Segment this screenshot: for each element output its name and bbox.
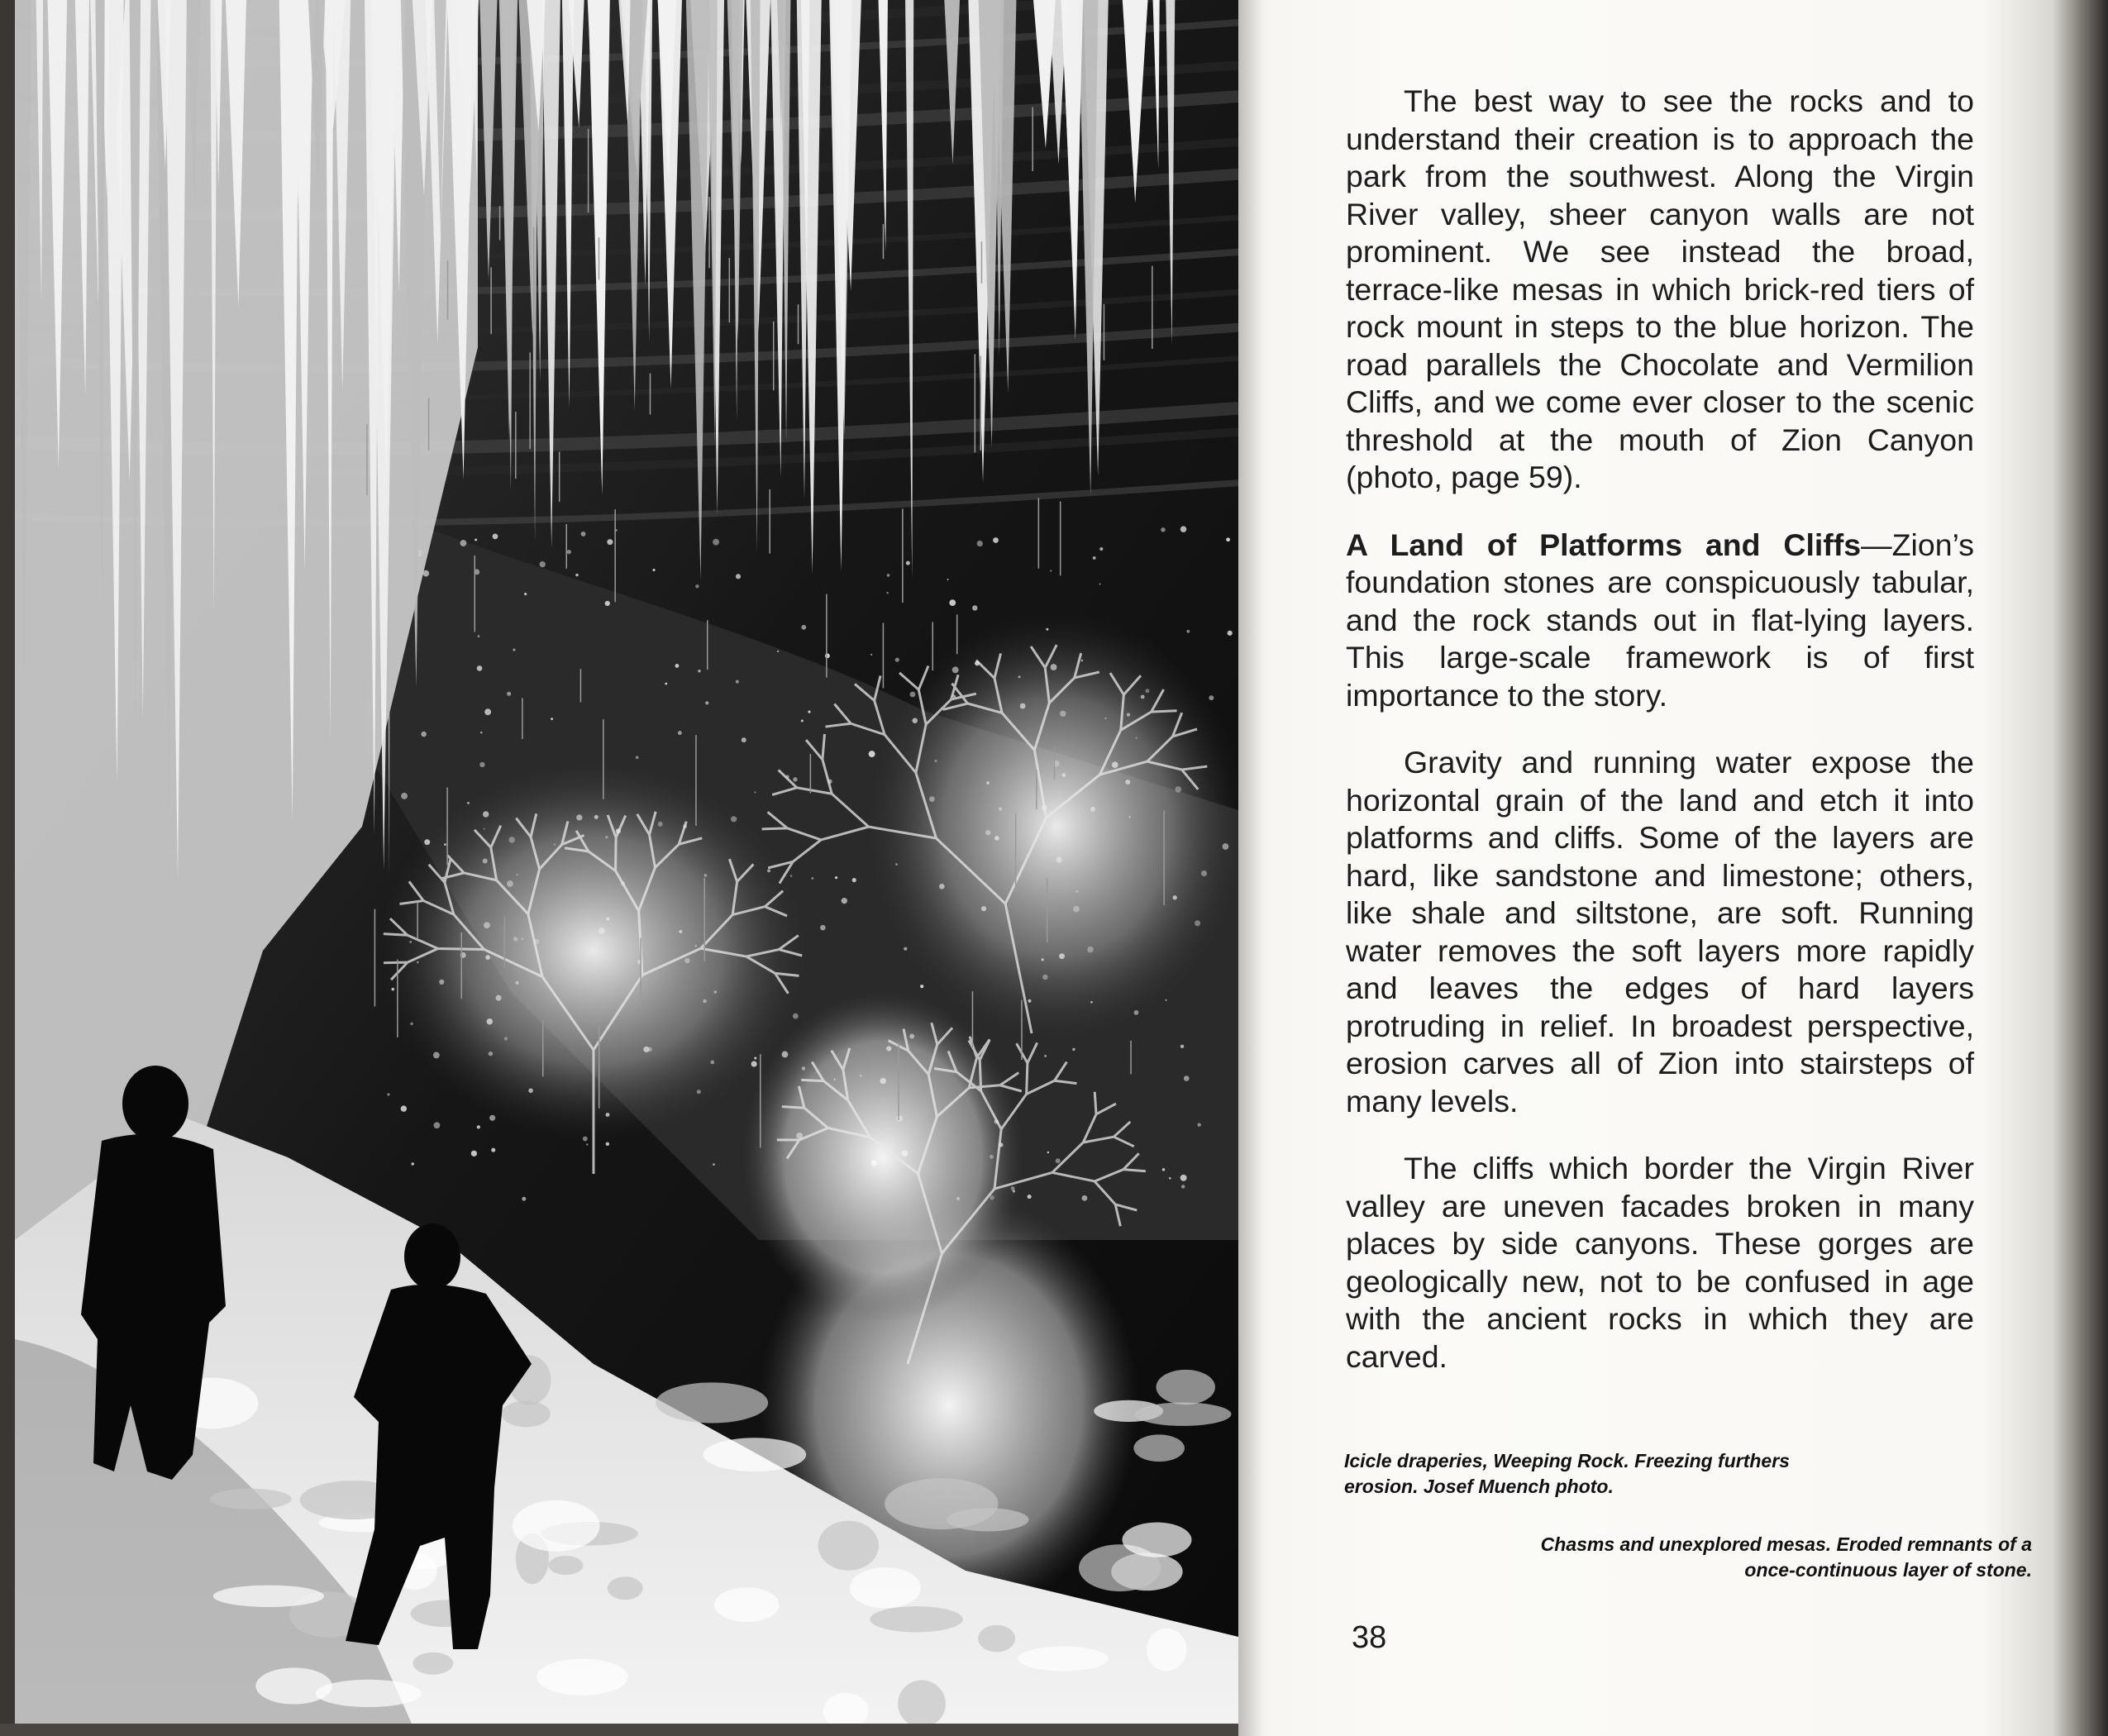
snow-speck [698, 670, 700, 672]
snow-speck [606, 1142, 609, 1146]
snow-speck [387, 1093, 389, 1095]
page-number: 38 [1352, 1620, 1387, 1655]
snow-speck [1050, 570, 1052, 571]
snow-speck [906, 561, 910, 565]
page-edge [0, 0, 15, 1736]
snow-speck [493, 533, 498, 539]
snow-lump [413, 1653, 453, 1675]
section-heading: A Land of Platforms and Cliffs [1346, 527, 1862, 562]
snow-speck [977, 541, 983, 546]
snow-speck [820, 925, 826, 931]
snow-lump [714, 1587, 780, 1622]
snow-speck [524, 593, 527, 595]
snow-speck [736, 574, 741, 579]
snow-speck [607, 539, 613, 545]
snow-lump [213, 1586, 324, 1607]
snow-speck [993, 537, 999, 543]
paragraph-approach: The best way to see the rocks and to understand their creation is to approach the park from the southwest. Along the Virgin River valley, sheer canyon walls are not prominent. We see instead the broad, terrace-like mesas in which brick-red tiers of rock mount in steps to the blue horizon. The road parallels the Chocolate and Vermilion Cliffs, and we come ever closer to the scenic threshold at the mouth of Zion Canyon (photo, page 59). [1346, 83, 1974, 494]
snow-speck [713, 539, 719, 546]
snow-speck [460, 540, 466, 546]
snow-speck [478, 635, 480, 637]
snow-lump [1133, 1434, 1185, 1462]
frosted-branch [616, 837, 617, 870]
body-text [1346, 83, 1974, 1405]
snow-speck [652, 569, 655, 571]
frosted-branch [782, 1107, 804, 1109]
snow-speck [484, 708, 491, 715]
snow-lump [1157, 1370, 1215, 1405]
frosted-branch [1095, 1092, 1096, 1114]
snow-speck [801, 720, 804, 723]
snow-speck [713, 1163, 715, 1166]
page-gutter [1238, 0, 1263, 1736]
snow-speck [1099, 584, 1101, 585]
snow-speck [1186, 630, 1190, 633]
snow-speck [1162, 1168, 1165, 1171]
snow-speck [852, 878, 856, 882]
snow-lump [870, 1606, 963, 1632]
paragraph-erosion: Gravity and running water expose the horizontal grain of the land and etch it into platforms and cliffs. Some of the layers are hard, like sandstone and limestone; others, like shale and siltstone, are soft. Running water removes the soft layers more rapidly and leaves the edges of hard layers protruding in relief. In broadest perspective, erosion carves all of Zion into stairsteps of many levels. [1346, 745, 1974, 1118]
snow-speck [808, 711, 810, 713]
snow-speck [947, 579, 949, 580]
snow-lump [978, 1625, 1015, 1653]
paragraph-platforms [1346, 527, 1974, 715]
snow-speck [1072, 1048, 1075, 1051]
snow-lump [818, 1521, 879, 1571]
snow-speck [1226, 537, 1230, 541]
snow-speck [895, 657, 899, 661]
snow-speck [1047, 1152, 1050, 1154]
snow-speck [475, 539, 477, 541]
frosted-branch [762, 828, 788, 829]
snow-speck [513, 649, 515, 651]
frosted-branch [384, 934, 408, 936]
snow-lump [502, 1400, 551, 1427]
snow-speck [886, 592, 889, 594]
frosted-branch [384, 962, 408, 963]
snow-speck [695, 584, 699, 589]
snow-speck [605, 601, 610, 606]
snow-speck [1180, 1045, 1184, 1048]
photo-caption-facing: Chasms and unexplored mesas. Eroded remnants of a once-continuous layer of stone. [1540, 1533, 2032, 1581]
snow-speck [949, 599, 956, 606]
snow-speck [1093, 556, 1096, 560]
snow-speck [793, 777, 797, 781]
snow-speck [1180, 1175, 1187, 1181]
snow-speck [801, 625, 806, 630]
snow-speck [869, 751, 875, 757]
snow-speck [1099, 547, 1103, 551]
snow-lump [210, 1489, 292, 1509]
snow-speck [1197, 1123, 1201, 1127]
snow-lump [656, 1382, 768, 1423]
snow-speck [1028, 1195, 1032, 1199]
snow-speck [675, 664, 679, 668]
snow-speck [401, 1105, 407, 1111]
snow-lump [703, 1438, 807, 1471]
snow-speck [811, 877, 813, 880]
snow-speck [1228, 631, 1233, 636]
snow-speck [777, 651, 780, 653]
snow-speck [581, 532, 586, 537]
snow-speck [870, 654, 872, 656]
snow-lump [513, 1500, 600, 1552]
snow-speck [1169, 1177, 1171, 1180]
snow-speck [842, 898, 847, 904]
snow-speck [522, 1197, 526, 1201]
paragraph-cliffs: The cliffs which border the Virgin River valley are uneven facades broken in many places by side canyons. These gorges are geologically new, not to be confused in age with the ancient rocks in which they are carved. [1346, 1151, 1974, 1374]
snow-speck [1181, 1185, 1185, 1188]
snow-lump [316, 1680, 422, 1707]
icicle-photograph [15, 0, 1238, 1724]
snow-speck [480, 732, 482, 733]
snow-speck [507, 692, 511, 696]
snow-speck [1082, 1195, 1088, 1201]
snow-lump [608, 1576, 643, 1600]
snow-speck [1180, 526, 1187, 532]
snow-lump [549, 1556, 584, 1575]
snow-speck [825, 653, 830, 658]
snow-speck [1044, 1055, 1047, 1057]
page-bottom-edge [0, 1724, 1248, 1736]
snow-speck [1184, 1075, 1190, 1081]
snow-speck [705, 701, 708, 704]
snow-speck [540, 561, 546, 567]
snow-speck [755, 791, 756, 793]
snow-speck [636, 756, 639, 759]
snow-speck [477, 665, 483, 671]
snow-speck [411, 1162, 413, 1165]
frosted-branch [1027, 1063, 1028, 1095]
frosted-branch [1123, 1170, 1146, 1171]
snow-speck [551, 718, 553, 720]
snow-lump [1135, 1402, 1232, 1425]
frosted-branch [1152, 711, 1177, 712]
snow-speck [972, 605, 977, 610]
paragraph-platforms-body: —Zion’s foundation stones are conspicuously tabular, and the rock stands out in flat-lying layers. This large-scale framework is of first importance to the story. [1346, 527, 1974, 713]
snow-speck [575, 574, 578, 576]
text-page [1238, 0, 2108, 1736]
snow-speck [401, 793, 408, 799]
snow-speck [678, 731, 682, 735]
photo-caption-left: Icicle draperies, Weeping Rock. Freezing furthers erosion. Josef Muench photo. [1344, 1450, 1790, 1497]
snow-speck [421, 732, 427, 737]
snow-speck [1056, 1158, 1061, 1163]
snow-speck [665, 683, 667, 685]
photo-artwork [15, 0, 1238, 1724]
snow-lump [1147, 1629, 1186, 1671]
snow-speck [887, 574, 890, 577]
snow-speck [1161, 527, 1165, 532]
snow-speck [567, 550, 571, 554]
snow-speck [491, 1148, 495, 1152]
snow-speck [736, 680, 739, 684]
snow-speck [586, 1143, 588, 1145]
snow-lump [947, 1508, 1028, 1531]
snow-speck [471, 1151, 477, 1157]
snow-speck [479, 762, 484, 767]
snow-lump [1018, 1647, 1108, 1672]
snow-lump [537, 1659, 627, 1695]
snow-lump [850, 1567, 921, 1608]
snow-speck [742, 737, 746, 742]
snow-speck [434, 1122, 441, 1128]
snow-speck [920, 985, 923, 988]
snow-speck [477, 1125, 480, 1128]
snow-speck [835, 876, 837, 879]
snow-lump [1122, 1523, 1191, 1557]
